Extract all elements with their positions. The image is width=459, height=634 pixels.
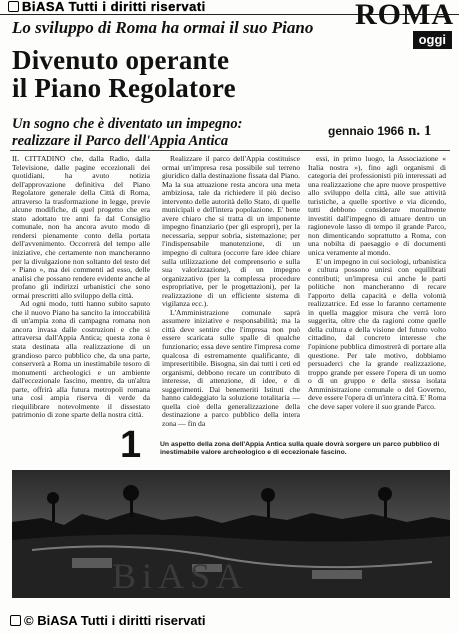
- subtitle-line-1: Un sogno che è diventato un impegno:: [12, 116, 243, 132]
- watermark-top: BiASA Tutti i diritti riservati: [8, 0, 206, 14]
- issue-info: [328, 123, 431, 140]
- issue-date: gennaio 1966: [328, 124, 405, 138]
- paragraph: E' un impegno in cui sociologi, urbanistica e cultura possono unirsi con equilibrati contributi; un'impresa cui anche le parti politiche non mancheranno di recare l'apporto della capacità e della volontà realizzatrice. Ed esse lo faranno certamente in quella maggior misura che verrà loro suggerita, oltre che da ragioni come quelle della cultura e della visione del futuro volto cittadino, dal concreto interesse che l'opinione pubblica dimostrerà di portare alla questione. Per tale motivo, dobbiamo persuaderci che la grande realizzazione, troppo grande per essere l'opera di un uomo o di un gruppo e della stessa isolata Amministrazione comunale o del Governo, deve essere l'opera di un'intera città. E' Roma che deve saper volere il suo grande Parco.: [308, 256, 446, 411]
- biasa-logo-icon: [10, 615, 21, 626]
- paragraph: L'Amministrazione comunale saprà assumere iniziative e responsabilità; ma la città deve sentire che l'impresa non può essere scaricata sulle spalle di qualche funzionario; essa deve sentire l'impresa come qualcosa di estremamente qualificante, di impreseritibile. Bisogna, sin dai tutti i ceti ed organismi, debbono recare un contributo di interesse, di attenzione, di idee, e di suggerimenti. Dai benemeriti Istituti che hanno caldeggiato la soluzione totalitaria — quella cioè della generalizzazione della destinazione a parco pubblico della intera zona — fin da: [162, 307, 300, 428]
- watermark-bottom: © BiASA Tutti i diritti riservati: [10, 613, 206, 628]
- biasa-logo-icon: [8, 1, 19, 12]
- article-column-3: [308, 155, 446, 468]
- header-rule: [10, 150, 450, 151]
- photo-caption: Un aspetto della zona dell'Appia Antica sulla quale dovrà sorgere un parco pubblico di inestimabile valore archeologico e di eccezionale fascino.: [160, 441, 440, 456]
- subtitle-line-2: realizzare il Parco dell'Appia Antica: [12, 133, 229, 149]
- headline: [12, 46, 236, 102]
- subtitle: [12, 116, 242, 150]
- headline-line-1: Divenuto operante: [12, 45, 230, 75]
- issue-number: n. 1: [408, 123, 432, 139]
- headline-line-2: il Piano Regolatore: [12, 73, 236, 103]
- masthead-tag: oggi: [413, 31, 452, 49]
- landscape-photo: [12, 470, 450, 598]
- masthead-name: ROMA: [355, 0, 454, 31]
- photo-image: [12, 470, 450, 598]
- article-column-1: [12, 155, 150, 440]
- photo-number: 1: [120, 424, 142, 466]
- kicker: Lo sviluppo di Roma ha ormai il suo Piano: [12, 18, 314, 37]
- article-column-2: [162, 155, 300, 440]
- paragraph: IL CITTADINO che, dalla Radio, dalla Televisione, dalle pagine eccezionali dei quotidiani, ha avuto notizia dell'approvazione definitiva del Piano Regolatore generale della Città di Roma, attraverso la trasformazione in legge, previe alcune modifiche, di quel progetto che era stato adottato tre anni fa dal Consiglio comunale, non ha ancora avuto modo di rendersi pienamente conto della portata dell'avvenimento. Occorrerà del tempo alle iniziative, che certamente non mancheranno per la divulgazione non soltanto del testo del « Piano », ma dei commenti ad esso, delle analisi che possano rendere evidente anche al profano gli indirizzi urbanistici che sono ormai prescritti allo sviluppo della città.: [12, 154, 150, 300]
- paragraph: essi, in primo luogo, la Associazione « Italia nostra »), fino agli organismi di categoria dei professionisti più interessati ad una realizzazione che apre nuove prospettive allo sviluppo della città, alle sue attività turistiche, a quelle sportive e via dicendo, tutti debbono considerare moralmente investiti dall'impegno di attuare dentro un ragionevole lasso di tempo il grande Parco, non dimenticando soprattutto a Roma, con una nobilta di paesaggio e di documenti unica veramente al mondo.: [308, 154, 446, 258]
- paragraph: Realizzare il parco dell'Appia costituisce ormai un'impresa resa possibile sul terreno giuridico dalla destinazione fissata dal Piano. Ma la sua attuazione resta ancora una meta ambiziosa, tale da richiedere il più deciso intervento delle autorità dello Stato, di quelle municipali e dell'intera popolazione. E' bene avere chiaro che si tratta di un imponente impegno finanziario (per gli espropri), per la necessaria, seppur sobria, sistemazione; per l'indispensabile manutenzione, di un impegno di cultura (occorre fare idee chiare sulla utilizzazione del comprensorio e sulla sua valorizzazione), di un impegno organizzativo (per la complessa procedure espropriative, per le progettazioni), per la realizzazione di un efficiente sistema di vigilanza ecc.).: [162, 154, 300, 309]
- masthead: [330, 2, 454, 60]
- photo-watermark-text: BiASA: [112, 556, 249, 596]
- paragraph: Ad ogni modo, tutti hanno subito saputo che il nuovo Piano ha sancito la intoccabilità di un'ampia zona di campagna romana non ancora invasa dalle costruzioni e che si attraversa dall'Appia Antica; questa zona è stata destinata alla realizzazione di un grandioso parco pubblico che, da una parte, conserverà a Roma un inestimabile tesoro di monumenti archeologici e un ambiente dall'eccezionale fascino, mentre, da un'altra parte, offrirà alla futura metropoli romana una così ampia riserva di verde da riequilibrare notevolmente il dissestato patrimonio di zone sparte della nostra città.: [12, 299, 150, 420]
